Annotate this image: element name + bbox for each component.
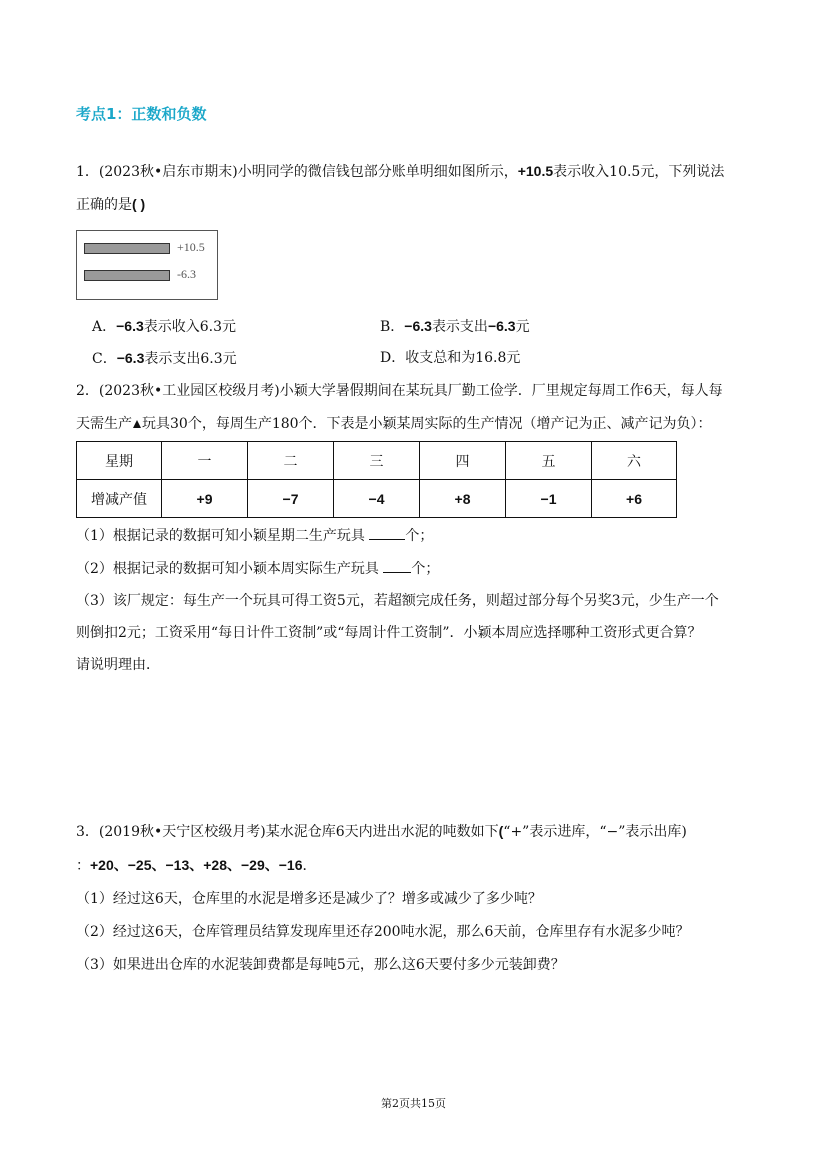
table-cell: −4 (334, 480, 420, 518)
q1-line2 (76, 194, 145, 215)
page-footer: 第2页共15页 (381, 1097, 446, 1110)
option-a-bold: −6.3 (116, 318, 144, 334)
q2-line1: 2．(2023秋•工业园区校级月考)小颖大学暑假期间在某玩具厂勤工俭学．厂里规定每周工作6天，每人每 (76, 383, 723, 399)
q3-paren: ( (498, 823, 504, 839)
option-a[interactable] (92, 316, 236, 337)
table-header-cell: 二 (248, 442, 334, 480)
table-header-cell: 六 (592, 442, 677, 480)
expense-label: -6.3 (177, 267, 196, 281)
option-b-letter: B． (380, 319, 405, 335)
table-header-cell: 五 (506, 442, 592, 480)
triangle-icon (133, 420, 141, 428)
expense-bar (84, 270, 170, 281)
q3-line2 (76, 855, 317, 876)
q1-line1 (76, 161, 724, 182)
income-bar (84, 243, 170, 254)
q2-sub1-post: 个； (405, 528, 434, 544)
production-table (76, 441, 677, 518)
option-c-letter: C． (92, 351, 117, 367)
table-header-cell: 一 (162, 442, 248, 480)
answer-blank[interactable] (383, 558, 411, 573)
q1-text-post: 表示收入10.5元，下列说法 (553, 164, 725, 180)
option-b-text2: 元 (515, 319, 530, 335)
option-a-text: 表示收入6.3元 (143, 319, 237, 335)
table-cell: +8 (420, 480, 506, 518)
q3-line1-text: 3．(2019秋•天宁区校级月考)某水泥仓库6天内进出水泥的吨数如下 (76, 824, 499, 840)
q3-values: +20、−25、−13、+28、−29、−16 (90, 857, 303, 873)
option-c-text: 表示支出6.3元 (144, 351, 237, 367)
income-label: +10.5 (177, 240, 205, 254)
section-heading: 考点1：正数和负数 (76, 105, 207, 123)
q3-sub1: （1）经过这6天，仓库里的水泥是增多还是减少了？增多或减少了多少吨？ (76, 891, 542, 907)
q2-sub2-post: 个； (411, 561, 440, 577)
q1-bold-value: +10.5 (517, 163, 554, 179)
wallet-figure (76, 230, 218, 300)
q2-sub3-line1: （3）该厂规定：每生产一个玩具可得工资5元，若超额完成任务，则超过部分每个另奖3元，少生产一个 (76, 593, 719, 609)
table-cell: −1 (506, 480, 592, 518)
q2-line2-post: 玩具30个，每周生产180个．下表是小颖某周实际的生产情况（增产记为正、减产记为负）： (142, 416, 712, 432)
option-c[interactable] (92, 348, 237, 369)
q1-line2-text: 正确的是 (76, 197, 132, 213)
q2-sub1-text: （1）根据记录的数据可知小颖星期二生产玩具 (76, 528, 365, 544)
q2-sub2-text: （2）根据记录的数据可知小颖本周实际生产玩具 (76, 561, 379, 577)
table-row (77, 480, 677, 518)
table-cell: +9 (162, 480, 248, 518)
q3-line1-post: “+”表示进库，“−”表示出库) (503, 824, 687, 840)
table-header-cell: 四 (420, 442, 506, 480)
table-header-row (77, 442, 677, 480)
answer-blank[interactable] (369, 525, 405, 540)
q2-sub1 (76, 525, 433, 546)
option-c-bold: −6.3 (116, 350, 145, 366)
q2-sub3-line3: 请说明理由． (76, 657, 160, 673)
table-cell: −7 (248, 480, 334, 518)
option-b[interactable] (380, 316, 530, 337)
option-d-text: 收支总和为16.8元 (405, 350, 521, 366)
q3-sub2: （2）经过这6天，仓库管理员结算发现库里还存200吨水泥，那么6天前，仓库里存有水泥多少吨？ (76, 924, 690, 940)
option-b-text: 表示支出 (431, 319, 488, 335)
q3-line1 (76, 821, 687, 842)
option-b-bold2: −6.3 (487, 318, 516, 334)
option-b-bold: −6.3 (404, 318, 432, 334)
table-cell: +6 (592, 480, 677, 518)
option-d[interactable] (380, 348, 520, 368)
option-a-letter: A． (92, 319, 117, 335)
table-header-cell: 星期 (77, 442, 162, 480)
q3-line2-post: ． (302, 858, 317, 874)
q1-answer-paren: ( ) (132, 196, 146, 212)
table-header-cell: 三 (334, 442, 420, 480)
q3-sub3: （3）如果进出仓库的水泥装卸费都是每吨5元，那么这6天要付多少元装卸费？ (76, 957, 565, 973)
option-d-letter: D． (380, 350, 406, 366)
q2-line2 (76, 414, 712, 434)
q2-sub2 (76, 558, 439, 579)
q3-line2-pre: ： (76, 858, 90, 874)
q1-text: 1．(2023秋•启东市期末)小明同学的微信钱包部分账单明细如图所示， (76, 164, 518, 180)
q2-line2-pre: 天需生产 (76, 416, 132, 432)
table-row-label: 增减产值 (77, 480, 162, 518)
q2-sub3-line2: 则倒扣2元；工资采用“每日计件工资制”或“每周计件工资制”．小颖本周应选择哪种工资形式更合算？ (76, 625, 702, 641)
